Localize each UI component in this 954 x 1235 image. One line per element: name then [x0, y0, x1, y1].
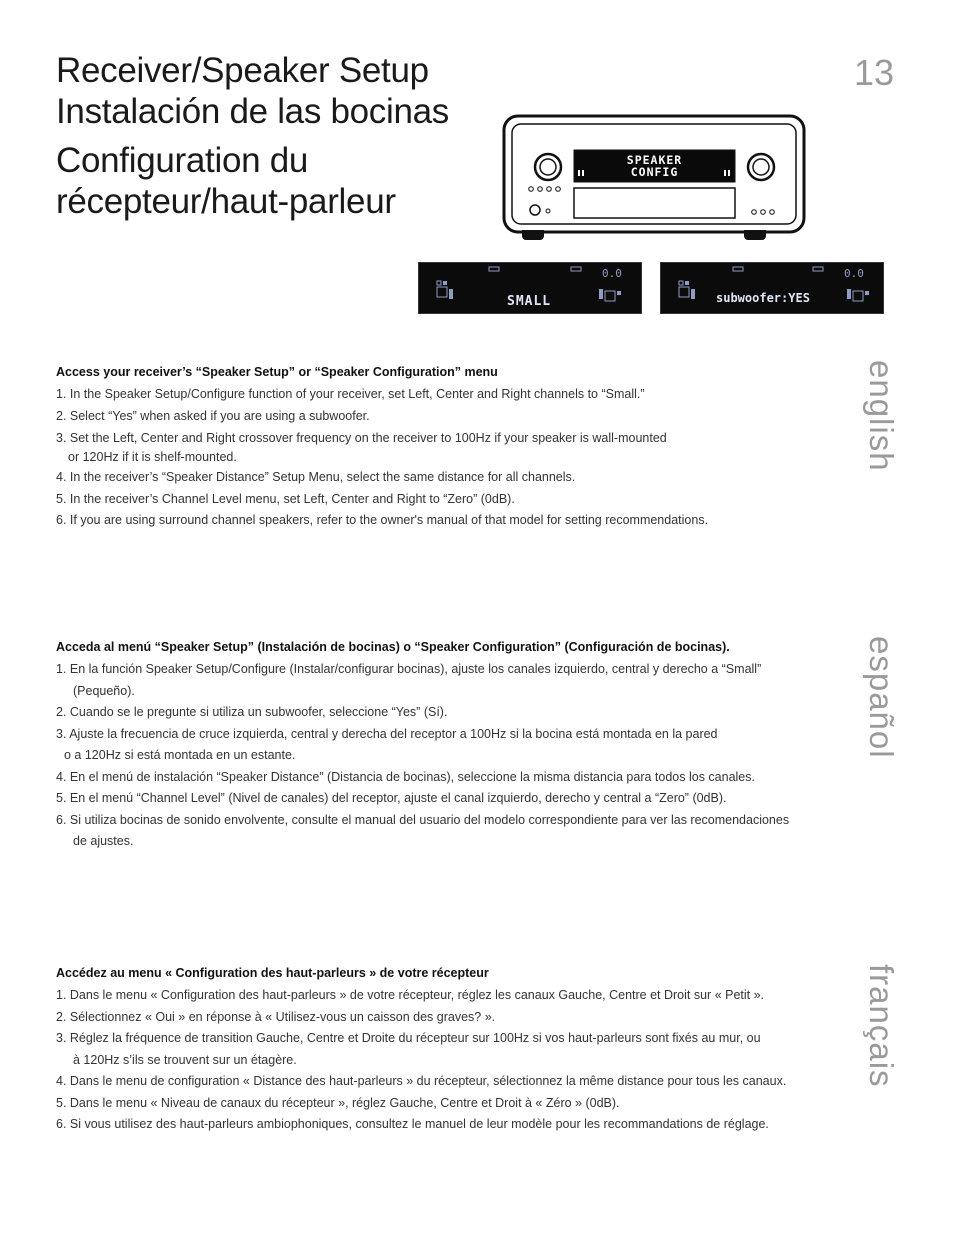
step-text: 4. Dans le menu de configuration « Distance des haut-parleurs » du récepteur, sélectionnez la même distance pour tous les canaux. — [56, 1074, 787, 1088]
receiver-illustration — [500, 112, 810, 244]
list-item — [56, 659, 856, 702]
step-text: 2. Cuando se le pregunte si utiliza un subwoofer, seleccione “Yes” (Sí). — [56, 705, 448, 719]
espanol-heading: Acceda al menú “Speaker Setup” (Instalación de bocinas) o “Speaker Configuration” (Configuración de bocinas). — [56, 640, 730, 654]
title-french-line1: Configuration du — [56, 141, 309, 180]
list-item — [56, 467, 856, 489]
lcd-small-text: SMALL — [507, 294, 552, 309]
step-text-continued: de ajustes. — [73, 834, 134, 848]
step-text: 5. Dans le menu « Niveau de canaux du récepteur », réglez Gauche, Centre et Droit à « Zéro » (0dB). — [56, 1095, 620, 1110]
step-text: 2. Sélectionnez « Oui » en réponse à « Utilisez-vous un caisson des graves? ». — [56, 1009, 496, 1024]
page-title — [56, 50, 496, 222]
list-item — [56, 1093, 856, 1115]
language-tab-english: english — [863, 360, 900, 472]
step-text: 3. Réglez la fréquence de transition Gauche, Centre et Droite du récepteur sur 100Hz si vos haut-parleurs sont fixés au mur, ou — [56, 1031, 761, 1045]
title-english: Receiver/Speaker Setup — [56, 51, 429, 90]
step-text: 6. Si utiliza bocinas de sonido envolvente, consulte el manual del usuario del modelo correspondiente para ver las recomendaciones — [56, 812, 790, 827]
title-french-line2: récepteur/haut-parleur — [56, 182, 396, 221]
list-item — [56, 788, 856, 810]
svg-text:0.0: 0.0 — [844, 267, 864, 280]
list-item — [56, 702, 856, 724]
receiver-display-line2: CONFIG — [630, 165, 679, 179]
lcd-display-subwoofer — [660, 262, 884, 314]
step-text-continued: or 120Hz if it is shelf-mounted. — [68, 450, 237, 464]
lcd-subwoofer-text: subwoofer:YES — [716, 291, 810, 305]
volume-knob-left — [535, 154, 561, 180]
step-text: 4. En el menú de instalación “Speaker Distance” (Distancia de bocinas), seleccione la misma distancia para todos los canales. — [56, 769, 755, 784]
list-item — [56, 1028, 856, 1071]
step-text: 5. In the receiver’s Channel Level menu, set Left, Center and Right to “Zero” (0dB). — [56, 491, 515, 506]
step-text: 2. Select “Yes” when asked if you are using a subwoofer. — [56, 408, 370, 423]
step-text: 6. Si vous utilisez des haut-parleurs ambiophoniques, consultez le manuel de leur modèle pour les recommandations de réglage. — [56, 1117, 769, 1131]
step-text: 6. If you are using surround channel speakers, refer to the owner's manual of that model for setting recommendations. — [56, 513, 709, 527]
list-item — [56, 985, 856, 1007]
lcd-display-small — [418, 262, 642, 314]
list-item — [56, 1114, 856, 1136]
volume-knob-right — [748, 154, 774, 180]
list-item — [56, 406, 856, 428]
espanol-section — [56, 640, 856, 853]
step-text-continued: o a 120Hz si está montada en un estante. — [64, 748, 296, 762]
francais-heading: Accédez au menu « Configuration des haut-parleurs » de votre récepteur — [56, 966, 489, 980]
step-text: 3. Set the Left, Center and Right crossover frequency on the receiver to 100Hz if your speaker is wall-mounted — [56, 431, 667, 445]
language-tab-espanol: español — [863, 636, 900, 759]
language-tab-francais: français — [863, 964, 900, 1088]
english-heading: Access your receiver’s “Speaker Setup” or “Speaker Configuration” menu — [56, 365, 498, 379]
list-item — [56, 427, 856, 467]
step-text-continued: (Pequeño). — [73, 683, 135, 698]
svg-text:0.0: 0.0 — [602, 267, 622, 280]
francais-section — [56, 966, 856, 1136]
page-number: 13 — [853, 52, 894, 93]
list-item — [56, 767, 856, 789]
list-item — [56, 384, 856, 406]
step-text: 4. In the receiver’s “Speaker Distance” Setup Menu, select the same distance for all channels. — [56, 470, 576, 484]
list-item — [56, 810, 856, 853]
list-item — [56, 489, 856, 511]
step-text: 3. Ajuste la frecuencia de cruce izquierda, central y derecha del receptor a 100Hz si la bocina está montada en la pared — [56, 726, 718, 741]
receiver-display-line1: SPEAKER — [626, 153, 683, 167]
title-spanish: Instalación de las bocinas — [56, 92, 450, 131]
step-text: 1. In the Speaker Setup/Configure function of your receiver, set Left, Center and Right channels to “Small.” — [56, 387, 645, 401]
list-item — [56, 1007, 856, 1029]
english-section — [56, 365, 856, 532]
step-text: 5. En el menú “Channel Level” (Nivel de canales) del receptor, ajuste el canal izquierdo, derecho y central a “Zero” (0dB). — [56, 791, 727, 805]
step-text: 1. Dans le menu « Configuration des haut-parleurs » de votre récepteur, réglez les canaux Gauche, Centre et Droit sur « Petit ». — [56, 988, 765, 1002]
list-item — [56, 1071, 856, 1093]
list-item — [56, 724, 856, 767]
step-text: 1. En la función Speaker Setup/Configure (Instalar/configurar bocinas), ajuste los canales izquierdo, central y derecho a “Small” — [56, 662, 762, 676]
step-text-continued: à 120Hz s’ils se trouvent sur un étagère. — [73, 1052, 297, 1067]
list-item — [56, 510, 856, 532]
